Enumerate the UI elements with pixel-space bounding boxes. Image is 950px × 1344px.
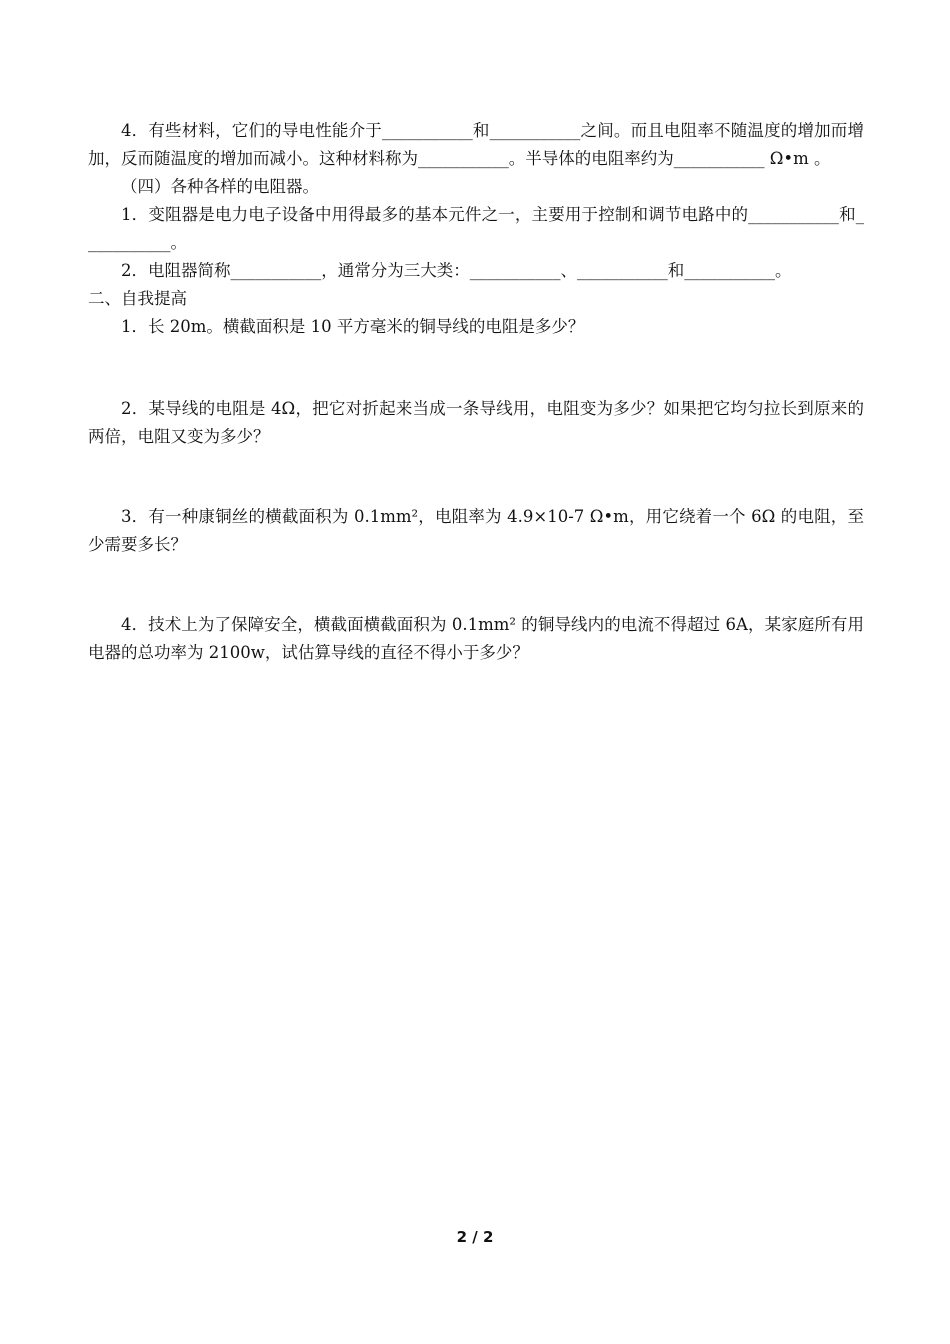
problem-3: 3．有一种康铜丝的横截面积为 0.1mm²，电阻率为 4.9×10-7 Ω•m，用它绕着一个 6Ω 的电阻，至少需要多长？ bbox=[88, 507, 864, 554]
question-semiconductor: 4．有些材料，它们的导电性能介于___________和___________之间。而且电阻率不随温度的增加而增加，反而随温度的增加而减小。这种材料称为___________。半导体的电阻率约为___________ Ω•m 。 bbox=[88, 121, 864, 168]
problem-2: 2．某导线的电阻是 4Ω，把它对折起来当成一条导线用，电阻变为多少？如果把它均匀拉长到原来的两倍，电阻又变为多少？ bbox=[88, 399, 864, 446]
page-number: 2 / 2 bbox=[456, 1228, 494, 1246]
document-page bbox=[88, 117, 864, 667]
section-heading-resistors: （四）各种各样的电阻器。 bbox=[121, 177, 319, 196]
section-heading-self-improvement: 二、自我提高 bbox=[88, 289, 187, 308]
question-resistor-types: 2．电阻器简称___________，通常分为三大类：___________、___________和___________。 bbox=[121, 261, 792, 280]
problem-4: 4．技术上为了保障安全，横截面横截面积为 0.1mm² 的铜导线内的电流不得超过 6A，某家庭所有用电器的总功率为 2100w，试估算导线的直径不得小于多少？ bbox=[88, 615, 864, 662]
question-rheostat: 1．变阻器是电力电子设备中用得最多的基本元件之一，主要用于控制和调节电路中的___________和___________。 bbox=[88, 205, 864, 252]
problem-1: 1．长 20m。横截面积是 10 平方毫米的铜导线的电阻是多少？ bbox=[121, 317, 585, 336]
